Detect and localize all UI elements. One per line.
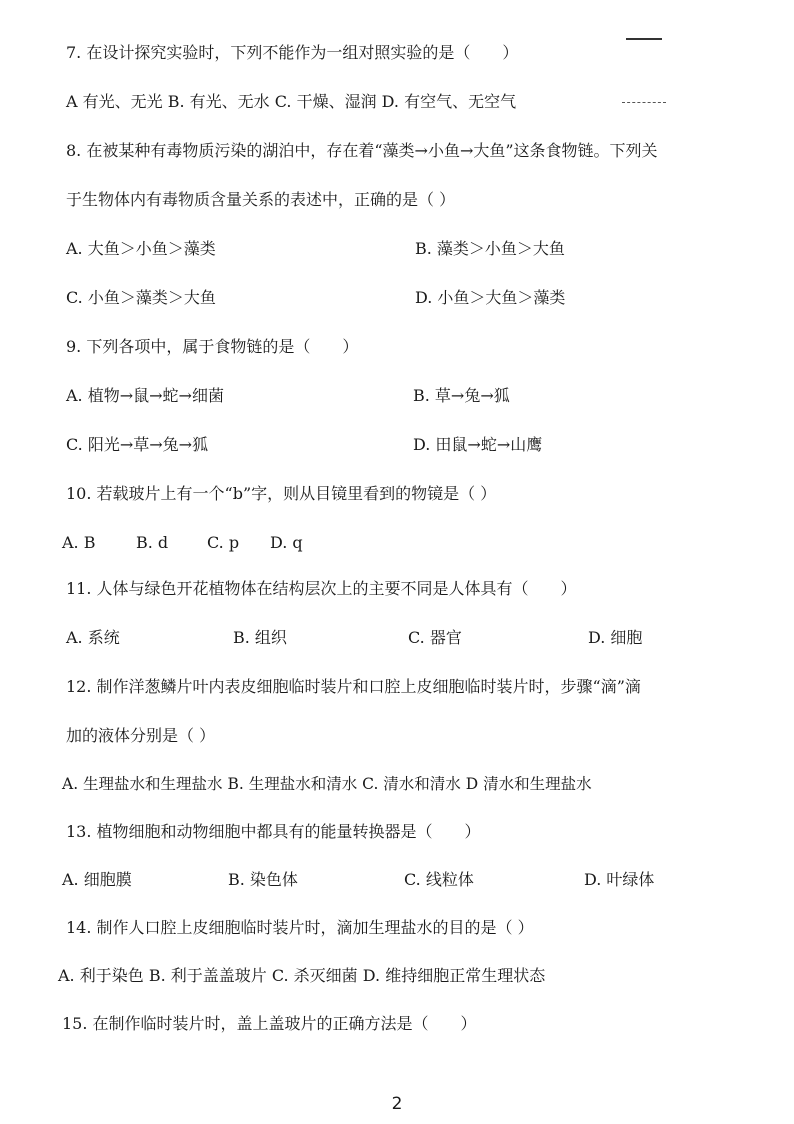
question-9-option-a: A. 植物→鼠→蛇→细菌 [66, 386, 224, 405]
question-12-stem-line2: 加的液体分别是（ ） [66, 726, 216, 745]
question-8-stem-line2: 于生物体内有毒物质含量关系的表述中，正确的是（ ） [66, 190, 456, 209]
question-10-stem: 10. 若载玻片上有一个“b”字，则从目镜里看到的物镜是（ ） [66, 484, 497, 503]
question-11-option-a: A. 系统 [66, 628, 120, 647]
question-15-stem: 15. 在制作临时装片时，盖上盖玻片的正确方法是（ ） [62, 1014, 477, 1033]
question-9-stem: 9. 下列各项中，属于食物链的是（ ） [66, 337, 359, 356]
question-11-option-d: D. 细胞 [588, 628, 643, 647]
question-10-option-c: C. p [207, 533, 240, 552]
question-12-options: A. 生理盐水和生理盐水 B. 生理盐水和清水 C. 清水和清水 D 清水和生理盐水 [62, 775, 592, 793]
question-13-option-b: B. 染色体 [228, 870, 298, 889]
question-14-options: A. 利于染色 B. 利于盖盖玻片 C. 杀灭细菌 D. 维持细胞正常生理状态 [58, 966, 546, 985]
question-9-option-c: C. 阳光→草→兔→狐 [66, 435, 209, 454]
question-10-option-d: D. q [270, 533, 303, 552]
question-12-stem-line1: 12. 制作洋葱鳞片叶内表皮细胞临时装片和口腔上皮细胞临时装片时，步骤“滴”滴 [66, 677, 641, 696]
question-7-stem: 7. 在设计探究实验时，下列不能作为一组对照实验的是（ ） [66, 43, 519, 62]
question-11-option-b: B. 组织 [233, 628, 287, 647]
question-8-stem-line1: 8. 在被某种有毒物质污染的湖泊中，存在着“藻类→小鱼→大鱼”这条食物链。下列关 [66, 141, 658, 160]
question-14-stem: 14. 制作人口腔上皮细胞临时装片时，滴加生理盐水的目的是（ ） [66, 918, 534, 937]
question-13-stem: 13. 植物细胞和动物细胞中都具有的能量转换器是（ ） [66, 822, 481, 841]
scan-mark [626, 38, 662, 40]
question-11-option-c: C. 器官 [408, 628, 462, 647]
question-7-options: A 有光、无光 B. 有光、无水 C. 干燥、湿润 D. 有空气、无空气 [66, 92, 517, 111]
scan-mark-dash [622, 102, 666, 103]
question-8-option-a: A. 大鱼＞小鱼＞藻类 [66, 239, 216, 258]
question-10-option-b: B. d [136, 533, 169, 552]
question-9-option-d: D. 田鼠→蛇→山鹰 [413, 435, 543, 454]
question-8-option-b: B. 藻类＞小鱼＞大鱼 [415, 239, 565, 258]
question-8-option-d: D. 小鱼＞大鱼＞藻类 [415, 288, 566, 307]
question-9-option-b: B. 草→兔→狐 [413, 386, 510, 405]
question-13-option-c: C. 线粒体 [404, 870, 474, 889]
question-13-option-a: A. 细胞膜 [62, 870, 132, 889]
question-13-option-d: D. 叶绿体 [584, 870, 655, 889]
question-10-option-a: A. B [62, 533, 96, 552]
question-11-stem: 11. 人体与绿色开花植物体在结构层次上的主要不同是人体具有（ ） [66, 579, 577, 598]
question-8-option-c: C. 小鱼＞藻类＞大鱼 [66, 288, 216, 307]
page-number: 2 [391, 1094, 403, 1114]
